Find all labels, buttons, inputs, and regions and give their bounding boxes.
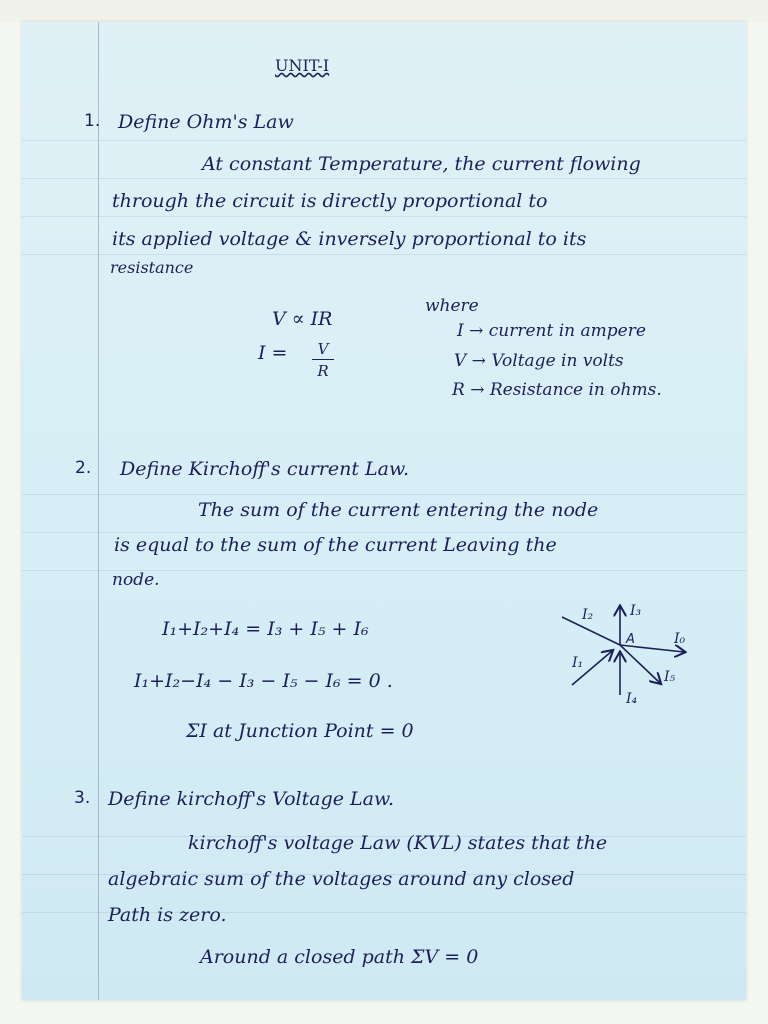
where-item-current: I → current in ampere <box>457 321 646 341</box>
label-i3: I₃ <box>630 603 642 619</box>
where-item-voltage: V → Voltage in volts <box>454 351 624 371</box>
answer-3-line-1: kirchoff's voltage Law (KVL) states that the <box>188 832 608 854</box>
unit-title: UNIT-I <box>275 56 330 75</box>
answer-1-line-4: resistance <box>110 258 194 277</box>
question-3-number: 3. <box>74 788 91 808</box>
ohm-formula-1: V ∝ IR <box>272 308 333 330</box>
ruled-line <box>22 494 746 495</box>
ruled-line <box>22 216 746 217</box>
answer-1-line-3: its applied voltage & inversely proportional to its <box>112 228 587 250</box>
ruled-line <box>22 532 746 533</box>
ruled-line <box>22 140 746 141</box>
answer-1-line-2: through the circuit is directly proportional to <box>112 190 548 212</box>
kcl-equation-1: I₁+I₂+I₄ = I₃ + I₅ + I₆ <box>162 618 369 640</box>
label-i0: I₀ <box>674 631 686 647</box>
margin-line <box>98 22 99 1000</box>
question-1-text: Define Ohm's Law <box>118 111 294 133</box>
answer-2-line-3: node. <box>112 570 160 590</box>
question-1-number: 1. <box>84 111 101 131</box>
ruled-line <box>22 178 746 179</box>
kcl-equation-3: ΣI at Junction Point = 0 <box>186 720 414 742</box>
answer-2-line-2: is equal to the sum of the current Leaving the <box>114 534 557 556</box>
label-i4: I₄ <box>626 691 638 707</box>
kvl-equation: Around a closed path ΣV = 0 <box>200 946 479 968</box>
ohm-formula-2-lhs: I = <box>258 342 288 364</box>
ohm-formula-2-numerator: V <box>312 342 334 360</box>
node-label: A <box>626 632 635 647</box>
question-2-text: Define Kirchoff's current Law. <box>120 458 410 480</box>
kcl-equation-2: I₁+I₂−I₄ − I₃ − I₅ − I₆ = 0 . <box>134 670 393 692</box>
ohm-formula-2-denominator: R <box>317 362 329 380</box>
question-3-text: Define kirchoff's Voltage Law. <box>108 788 395 810</box>
notebook-page <box>22 22 746 1000</box>
page-background <box>0 0 768 22</box>
label-i2: I₂ <box>582 607 594 623</box>
current-arrow-i5 <box>620 645 660 683</box>
kcl-node-diagram <box>542 597 702 717</box>
ruled-line <box>22 254 746 255</box>
answer-1-line-1: At constant Temperature, the current flowing <box>202 153 641 175</box>
label-i5: I₅ <box>664 669 676 685</box>
answer-3-line-3: Path is zero. <box>108 904 227 926</box>
where-item-resistance: R → Resistance in ohms. <box>452 380 662 400</box>
answer-2-line-1: The sum of the current entering the node <box>198 499 599 521</box>
answer-3-line-2: algebraic sum of the voltages around any closed <box>108 868 575 890</box>
label-i1: I₁ <box>572 655 584 671</box>
where-label: where <box>425 296 479 316</box>
question-2-number: 2. <box>75 458 92 478</box>
